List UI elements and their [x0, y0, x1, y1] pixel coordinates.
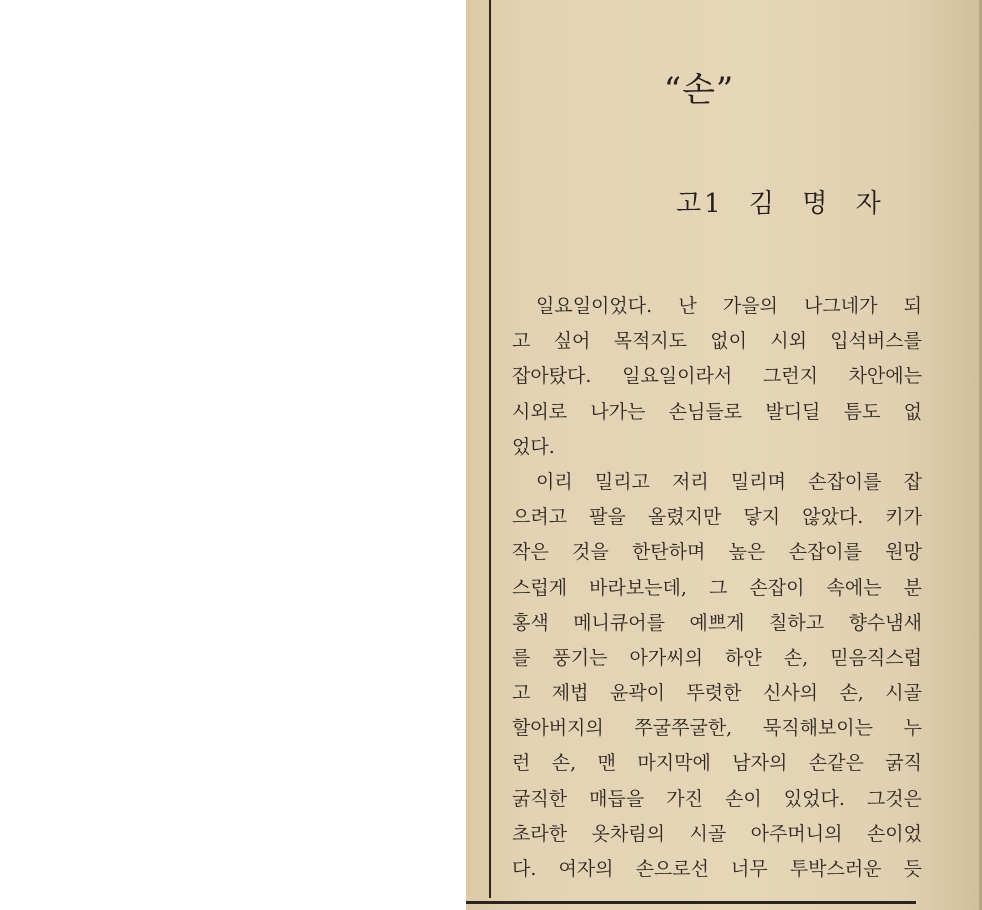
article-title: “손”	[663, 70, 735, 110]
text-line: 초라한 옷차림의 시골 아주머니의 손이었	[512, 822, 922, 845]
text-line: 이리 밀리고 저리 밀리며 손잡이를 잡	[536, 470, 922, 493]
text-line: 굵직한 매듭을 가진 손이 있었다. 그것은	[512, 787, 922, 810]
left-column-rule	[489, 0, 491, 898]
text-line: 다. 여자의 손으로선 너무 투박스러운 듯	[512, 858, 922, 880]
text-line: 작은 것을 한탄하며 높은 손잡이를 원망	[512, 541, 922, 564]
text-line: 으려고 팔을 올렸지만 닿지 않았다. 키가	[512, 506, 922, 529]
text-line: 스럽게 바라보는데, 그 손잡이 속에는 분	[512, 576, 922, 599]
text-line: 고 싶어 목적지도 없이 시외 입석버스를	[512, 330, 922, 353]
bottom-rule	[466, 901, 916, 904]
text-line: 었다.	[512, 435, 555, 458]
text-line: 런 손, 맨 마지막에 남자의 손같은 굵직	[512, 752, 922, 775]
text-line: 고 제법 윤곽이 뚜렷한 신사의 손, 시골	[512, 682, 922, 705]
text-line: 잡아탔다. 일요일이라서 그런지 차안에는	[512, 365, 922, 388]
text-line: 홍색 메니큐어를 예쁘게 칠하고 향수냄새	[512, 611, 922, 634]
text-line: 할아버지의 쭈굴쭈굴한, 묵직해보이는 누	[512, 717, 922, 740]
text-line: 일요일이었다. 난 가을의 나그네가 되	[536, 295, 922, 317]
book-page	[466, 0, 982, 910]
text-line: 를 풍기는 아가씨의 하얀 손, 믿음직스럽	[512, 646, 922, 669]
author-byline: 고1 김 명 자	[676, 189, 884, 219]
article-body	[512, 289, 922, 887]
text-line: 시외로 나가는 손님들로 발디딜 틈도 없	[512, 400, 922, 423]
